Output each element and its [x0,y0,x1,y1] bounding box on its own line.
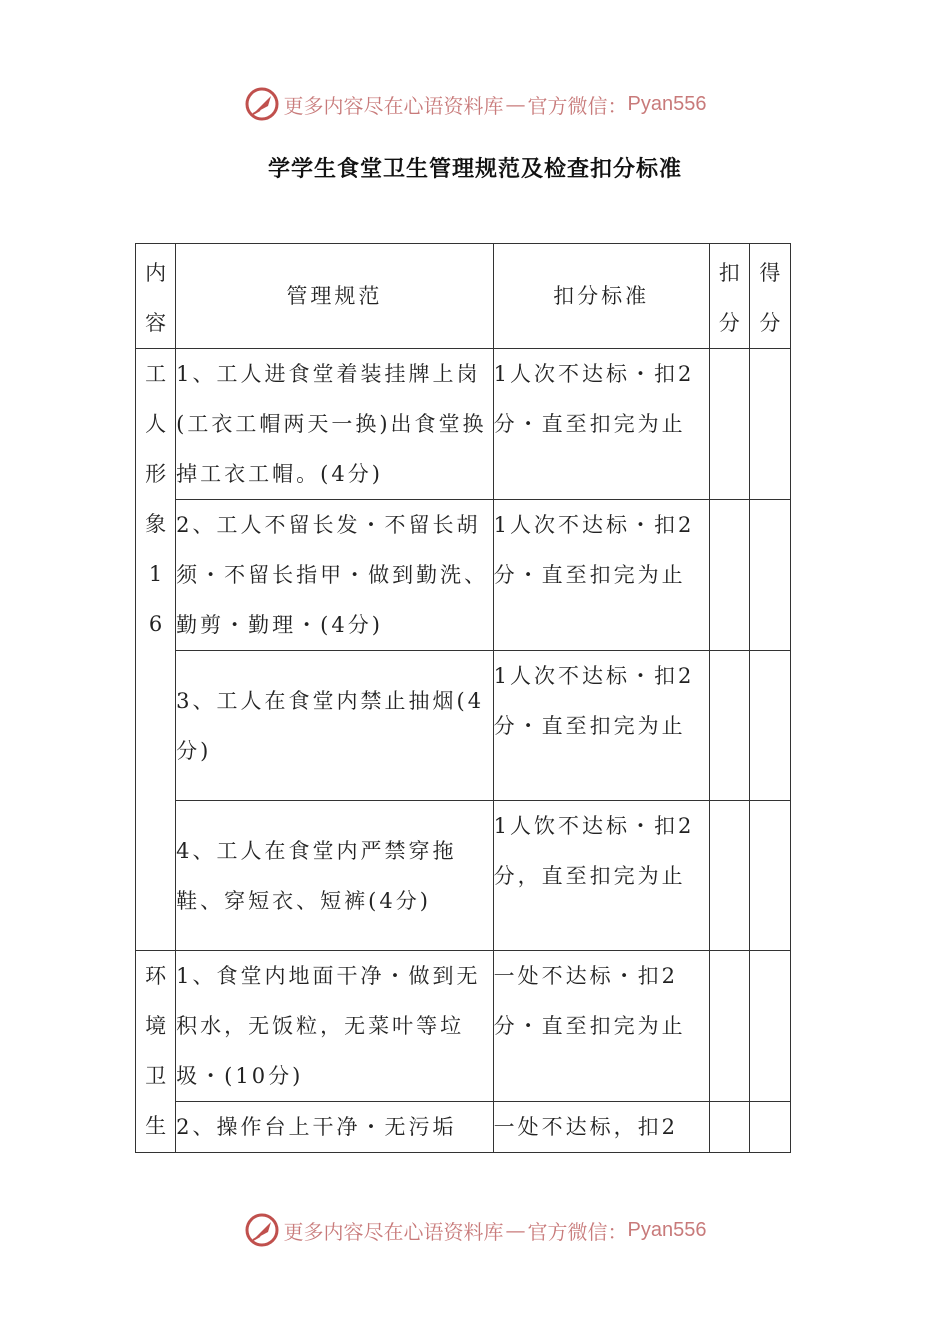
table-row [136,951,791,1102]
banner-id: Pyan556 [627,92,707,115]
standard-cell: 1人次不达标・扣2分・直至扣完为止 [493,349,709,500]
watermark-banner-bottom [0,1210,950,1250]
table-row [136,651,791,801]
banner-suffix: 官方微信： [527,93,628,118]
rule-cell: 1、食堂内地面干净・做到无积水，无饭粒，无菜叶等垃圾・(10分) [176,951,493,1102]
rule-cell: 2、操作台上干净・无污垢 [176,1102,493,1153]
group-label-char: 生 [145,1114,167,1138]
score-cell[interactable] [749,349,790,500]
banner-id: Pyan556 [627,1218,707,1241]
table-row [136,801,791,951]
group-label-worker [136,349,176,951]
table-header-row [136,244,791,349]
table-row [136,500,791,651]
group-label-char: 境 [145,1014,167,1038]
header-score [749,244,790,349]
rule-cell: 4、工人在食堂内严禁穿拖鞋、穿短衣、短裤(4分) [176,801,493,951]
banner-suffix: 官方微信： [527,1219,628,1244]
banner-text: 更多内容尽在心语资料库 [283,1219,504,1244]
score-cell[interactable] [749,1102,790,1153]
group-label-environment [136,951,176,1153]
standard-cell: 一处不达标・扣2分・直至扣完为止 [493,951,709,1102]
deduct-cell[interactable] [709,349,749,500]
score-cell[interactable] [749,801,790,951]
table-row [136,349,791,500]
watermark-banner-top [0,84,950,124]
standard-cell: 一处不达标，扣2 [493,1102,709,1153]
header-standard: 扣分标准 [493,244,709,349]
header-score-char: 分 [759,311,781,335]
table-row [136,1102,791,1153]
group-label-char: 形 [145,462,167,486]
standard-cell: 1人饮不达标・扣2分，直至扣完为止 [493,801,709,951]
deduct-cell[interactable] [709,801,749,951]
header-deduct-char: 分 [718,311,740,335]
banner-separator: — [505,1218,526,1242]
header-content-char: 内 [145,261,167,285]
quill-logo-icon [244,86,280,122]
header-deduct-char: 扣 [718,261,740,285]
inspection-table [135,243,791,1153]
group-label-char: 环 [145,964,167,988]
document-title: 学学生食堂卫生管理规范及检查扣分标准 [267,157,682,182]
score-cell[interactable] [749,500,790,651]
header-content-char: 容 [145,311,167,335]
deduct-cell[interactable] [709,1102,749,1153]
header-rule: 管理规范 [176,244,493,349]
header-score-char: 得 [759,261,781,285]
rule-cell: 3、工人在食堂内禁止抽烟(4分) [176,651,493,801]
header-content [136,244,176,349]
standard-cell: 1人次不达标・扣2分・直至扣完为止 [493,651,709,801]
banner-text: 更多内容尽在心语资料库 [283,93,504,118]
group-label-char: 象 [145,512,167,536]
group-label-char: 工 [145,362,167,386]
deduct-cell[interactable] [709,951,749,1102]
rule-cell: 1、工人进食堂着装挂牌上岗(工衣工帽两天一换)出食堂换掉工衣工帽。(4分) [176,349,493,500]
header-deduct [709,244,749,349]
group-label-char: 1 [148,562,163,586]
score-cell[interactable] [749,951,790,1102]
group-label-char: 6 [148,612,163,636]
score-cell[interactable] [749,651,790,801]
deduct-cell[interactable] [709,651,749,801]
group-label-char: 人 [145,412,167,436]
quill-logo-icon [244,1212,280,1248]
group-label-char: 卫 [145,1064,167,1088]
standard-cell: 1人次不达标・扣2分・直至扣完为止 [493,500,709,651]
deduct-cell[interactable] [709,500,749,651]
rule-cell: 2、工人不留长发・不留长胡须・不留长指甲・做到勤洗、勤剪・勤理・(4分) [176,500,493,651]
banner-separator: — [505,92,526,116]
